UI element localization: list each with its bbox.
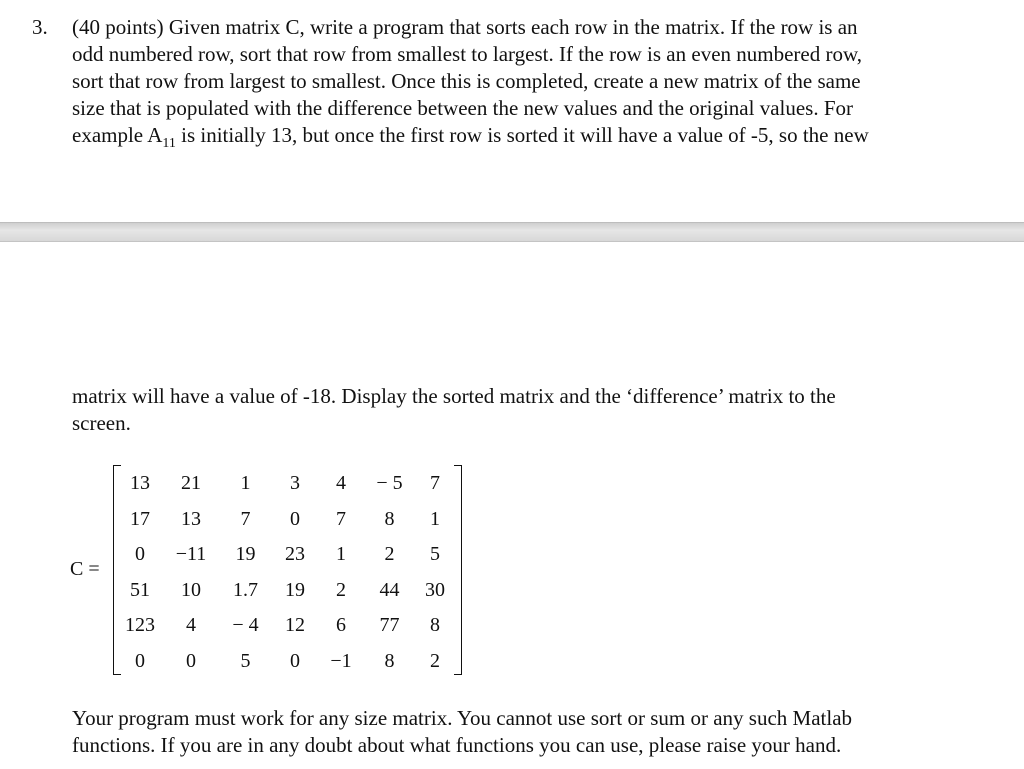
- matrix-cell: 2: [336, 578, 346, 601]
- matrix-row: [116, 466, 456, 502]
- matrix-cell: − 4: [232, 614, 259, 637]
- matrix-cell: 1: [430, 507, 440, 530]
- question-text-line-5-end: is initially 13, but once the first row is sorted it will have a value of -5, so the new: [175, 123, 869, 147]
- matrix-cell: 7: [336, 507, 346, 530]
- matrix-row: [116, 608, 456, 644]
- matrix-cell: −1: [330, 649, 352, 672]
- matrix-cell: 51: [130, 578, 150, 601]
- question-number: 3.: [32, 15, 48, 39]
- matrix-cell: 12: [285, 614, 305, 637]
- matrix-cell: 1: [240, 472, 251, 495]
- matrix-cell: 10: [181, 578, 201, 601]
- question-text-line-5-start: example A: [72, 123, 163, 147]
- matrix-row: [116, 573, 456, 609]
- matrix-cell: − 5: [376, 472, 403, 495]
- matrix-cell: 2: [430, 649, 440, 672]
- matrix-cell: 17: [130, 507, 150, 530]
- matrix-cell: 8: [430, 614, 440, 637]
- continuation-text-line-1: matrix will have a value of -18. Display the sorted matrix and the ‘difference’ matrix to the: [72, 384, 836, 408]
- matrix-cell: −11: [175, 543, 207, 566]
- matrix-cell: 0: [290, 507, 300, 530]
- matrix-cell: 0: [290, 649, 300, 672]
- matrix-row: [116, 644, 456, 680]
- matrix-cell: 8: [384, 507, 395, 530]
- matrix-cell: 21: [181, 472, 201, 495]
- matrix-cell: 13: [181, 507, 201, 530]
- matrix-c: [116, 466, 456, 679]
- matrix-cell: 5: [240, 649, 251, 672]
- matrix-cell: 19: [235, 543, 256, 566]
- matrix-cell: 13: [130, 472, 150, 495]
- matrix-cell: 5: [430, 543, 440, 566]
- matrix-row: [116, 537, 456, 573]
- matrix-cell: 30: [425, 578, 445, 601]
- question-text-line-3: sort that row from largest to smallest. Once this is completed, create a new matrix of the same: [72, 69, 861, 93]
- continuation-text-line-2: screen.: [72, 411, 131, 435]
- page-separator: [0, 222, 1024, 242]
- matrix-cell: 4: [336, 472, 346, 495]
- matrix-row: [116, 502, 456, 538]
- question-text-line-1: (40 points) Given matrix C, write a program that sorts each row in the matrix. If the row is an: [72, 15, 858, 39]
- subscript-11: 11: [162, 136, 176, 152]
- question-text-line-2: odd numbered row, sort that row from smallest to largest. If the row is an even numbered row,: [72, 42, 863, 66]
- footer-text-line-1: Your program must work for any size matrix. You cannot use sort or sum or any such Matlab: [72, 706, 853, 730]
- matrix-cell: 123: [125, 614, 155, 637]
- matrix-cell: 1.7: [233, 578, 258, 601]
- matrix-cell: 6: [336, 614, 346, 637]
- matrix-cell: 0: [135, 543, 145, 566]
- question-text-line-4: size that is populated with the difference between the new values and the original values. For: [72, 96, 854, 120]
- matrix-cell: 0: [135, 649, 145, 672]
- matrix-cell: 77: [379, 614, 400, 637]
- matrix-cell: 19: [285, 578, 305, 601]
- matrix-cell: 8: [384, 649, 395, 672]
- matrix-label: C =: [70, 558, 100, 580]
- matrix-cell: 2: [384, 543, 395, 566]
- footer-text-line-2: functions. If you are in any doubt about what functions you can use, please raise your hand.: [72, 733, 842, 757]
- matrix-cell: 4: [186, 614, 196, 637]
- matrix-cell: 1: [336, 543, 346, 566]
- matrix-body: [116, 466, 456, 679]
- matrix-cell: 7: [430, 472, 440, 495]
- matrix-cell: 7: [240, 507, 251, 530]
- matrix-cell: 23: [285, 543, 305, 566]
- question-text-line-5: [72, 122, 869, 157]
- matrix-cell: 44: [379, 578, 400, 601]
- matrix-cell: 0: [186, 649, 196, 672]
- matrix-cell: 3: [290, 472, 300, 495]
